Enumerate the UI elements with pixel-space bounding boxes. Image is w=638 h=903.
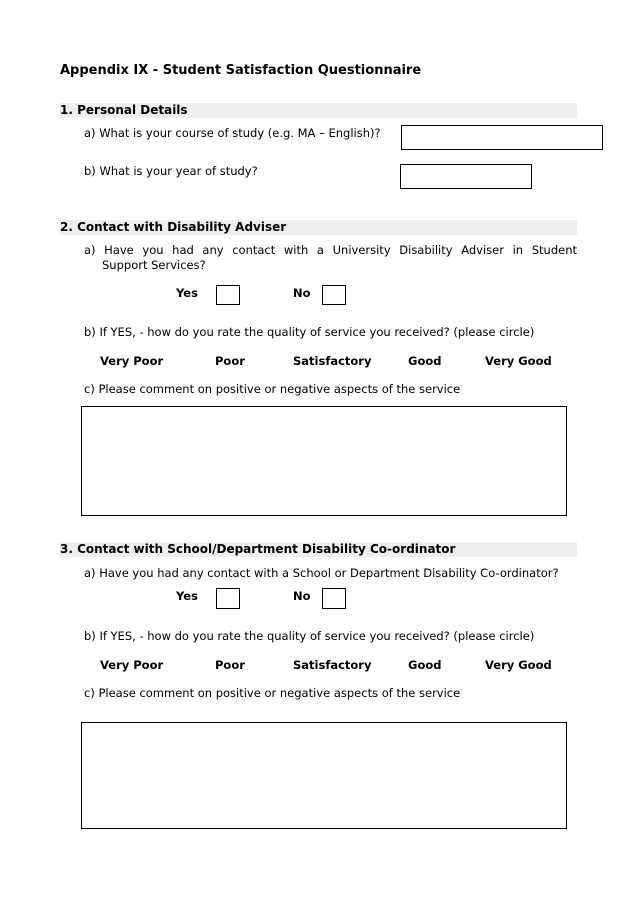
- coordinator-no-checkbox[interactable]: [322, 588, 346, 609]
- coordinator-rating-poor[interactable]: Poor: [215, 658, 245, 672]
- coordinator-rating-very-poor[interactable]: Very Poor: [100, 658, 164, 672]
- year-of-study-field[interactable]: [400, 164, 532, 189]
- adviser-comment-field[interactable]: [81, 406, 567, 516]
- course-of-study-label: a) What is your course of study (e.g. MA – English)?: [84, 126, 381, 140]
- adviser-yes-checkbox[interactable]: [216, 285, 240, 305]
- coordinator-rating-good[interactable]: Good: [408, 658, 442, 672]
- section-3-heading: 3. Contact with School/Department Disability Co-ordinator: [60, 542, 577, 557]
- coordinator-yes-checkbox[interactable]: [216, 588, 240, 609]
- adviser-comment-label: c) Please comment on positive or negative aspects of the service: [84, 382, 461, 396]
- coordinator-contact-question: a) Have you had any contact with a School or Department Disability Co-ordinator?: [84, 566, 559, 580]
- adviser-contact-question: a) Have you had any contact with a University Disability Adviser in Student: [84, 243, 577, 257]
- page-title: Appendix IX - Student Satisfaction Questionnaire: [60, 63, 422, 78]
- adviser-rating-very-poor[interactable]: Very Poor: [100, 354, 164, 368]
- adviser-no-checkbox[interactable]: [322, 285, 346, 305]
- coordinator-rating-satisfactory[interactable]: Satisfactory: [293, 658, 372, 672]
- coordinator-yes-label: Yes: [176, 589, 198, 603]
- coordinator-comment-field[interactable]: [81, 722, 567, 829]
- coordinator-no-label: No: [293, 589, 311, 603]
- adviser-rating-question: b) If YES, - how do you rate the quality of service you received? (please circle): [84, 325, 535, 339]
- adviser-rating-good[interactable]: Good: [408, 354, 442, 368]
- section-2-heading: 2. Contact with Disability Adviser: [60, 220, 577, 235]
- coordinator-comment-label: c) Please comment on positive or negative aspects of the service: [84, 686, 461, 700]
- adviser-no-label: No: [293, 286, 311, 300]
- adviser-rating-very-good[interactable]: Very Good: [485, 354, 552, 368]
- year-of-study-label: b) What is your year of study?: [84, 164, 258, 178]
- section-1-heading: 1. Personal Details: [60, 103, 577, 118]
- course-of-study-field[interactable]: [401, 125, 603, 150]
- adviser-yes-label: Yes: [176, 286, 198, 300]
- adviser-rating-satisfactory[interactable]: Satisfactory: [293, 354, 372, 368]
- adviser-rating-poor[interactable]: Poor: [215, 354, 245, 368]
- coordinator-rating-very-good[interactable]: Very Good: [485, 658, 552, 672]
- coordinator-rating-question: b) If YES, - how do you rate the quality of service you received? (please circle): [84, 629, 535, 643]
- adviser-contact-question-cont: Support Services?: [102, 258, 206, 272]
